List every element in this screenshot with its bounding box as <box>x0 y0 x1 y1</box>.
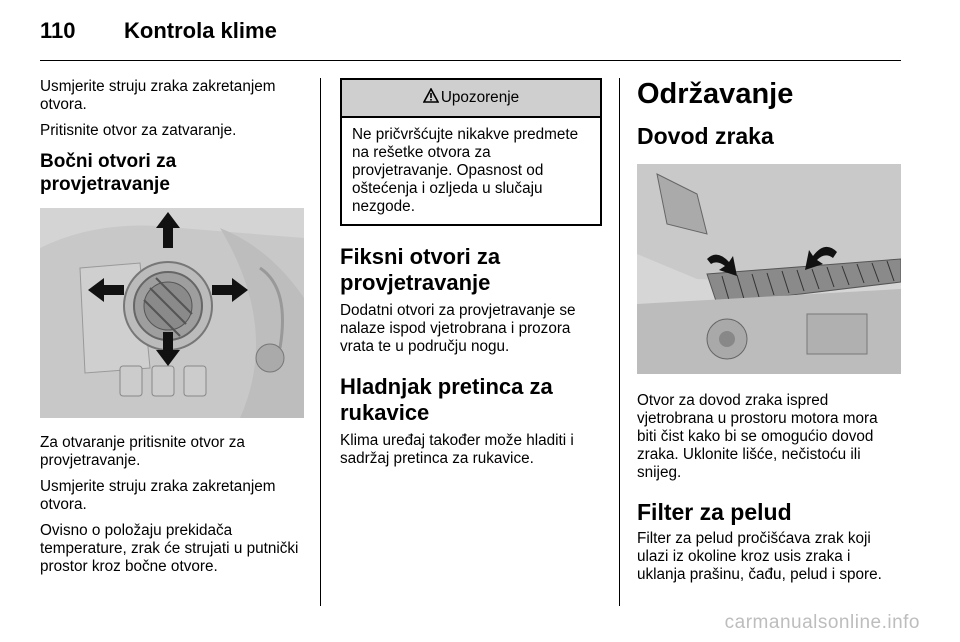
heading-air-intake: Dovod zraka <box>637 123 774 149</box>
air-intake-drawing <box>637 164 901 374</box>
warning-body <box>342 118 600 224</box>
heading-maintenance: Održavanje <box>637 78 794 110</box>
section-title: Kontrola klime <box>124 18 277 43</box>
header-divider <box>40 60 901 61</box>
column-divider-2 <box>619 78 620 606</box>
side-vent-illustration <box>40 208 304 418</box>
column-3 <box>637 78 901 584</box>
warning-triangle-icon <box>423 88 439 108</box>
warning-header <box>342 80 600 118</box>
side-vent-drawing <box>40 208 304 418</box>
warning-title: Upozorenje <box>440 89 520 106</box>
paragraph-temperature-switch: Ovisno o položaju prekidača temperature, zrak će strujati u putnički prostor kroz bočne otvore. <box>40 522 299 575</box>
page-header <box>40 18 920 48</box>
heading-pollen-filter: Filter za pelud <box>637 499 792 525</box>
paragraph-pollen-filter: Filter za pelud pročišćava zrak koji ulazi iz okoline kroz usis zraka i uklanja prašinu, čađu, pelud i spore. <box>637 530 882 583</box>
watermark: carmanualsonline.info <box>724 612 920 633</box>
heading-fixed-vents: Fiksni otvori za provjetravanje <box>340 244 501 295</box>
paragraph-open-vent: Za otvaranje pritisnite otvor za provjetravanje. <box>40 434 245 469</box>
warning-box <box>340 78 602 226</box>
paragraph-close-vent: Pritisnite otvor za zatvaranje. <box>40 122 237 139</box>
column-1 <box>40 78 305 576</box>
paragraph-direct-airflow-2: Usmjerite struju zraka zakretanjem otvora. <box>40 478 276 513</box>
paragraph-glovebox-cooler: Klima uređaj također može hladiti i sadržaj pretinca za rukavice. <box>340 432 574 467</box>
air-intake-illustration <box>637 164 901 374</box>
column-divider-1 <box>320 78 321 606</box>
paragraph-air-intake: Otvor za dovod zraka ispred vjetrobrana u prostoru motora mora biti čist kako bi se omogućio dovod zraka. Uklonite lišće, nečistoću ili snijeg. <box>637 392 878 481</box>
paragraph-fixed-vents: Dodatni otvori za provjetravanje se nalaze ispod vjetrobrana i prozora vrata te u području nogu. <box>340 302 576 355</box>
heading-side-vents: Bočni otvori za provjetravanje <box>40 151 177 195</box>
page-number: 110 <box>40 18 76 43</box>
warning-text: Ne pričvršćujte nikakve predmete na rešetke otvora za provjetravanje. Opasnost od oštećenja i ozljeda u slučaju nezgode. <box>352 126 579 215</box>
heading-glovebox-cooler: Hladnjak pretinca za rukavice <box>340 374 553 425</box>
paragraph-direct-airflow: Usmjerite struju zraka zakretanjem otvora. <box>40 78 276 113</box>
column-2 <box>340 78 602 468</box>
